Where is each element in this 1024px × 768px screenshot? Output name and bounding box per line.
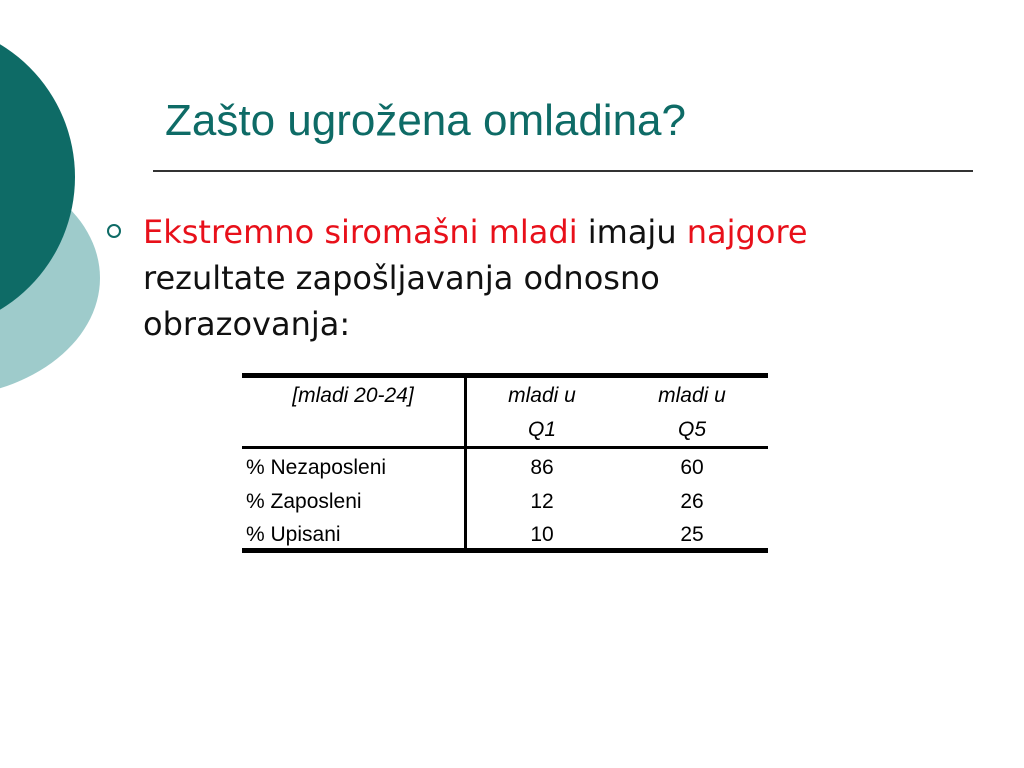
table-row xyxy=(242,518,768,552)
table-header-q1-line2: Q1 xyxy=(527,418,556,441)
table-row-label: % Upisani xyxy=(246,523,341,546)
table-cell-q1: 12 xyxy=(530,490,554,513)
bullet-text xyxy=(143,209,863,347)
table-cell-q5: 25 xyxy=(680,523,704,546)
bullet-text-4: rezultate zapošljavanja odnosno obrazovanja: xyxy=(143,259,660,343)
table-cell-q1: 86 xyxy=(530,456,554,479)
table-header-q1 xyxy=(467,379,617,447)
slide-title: Zašto ugrožena omladina? xyxy=(165,96,686,145)
data-table xyxy=(242,373,768,553)
table-header-q1-line1: mladi u xyxy=(508,384,576,407)
table-row-label: % Zaposleni xyxy=(246,490,362,513)
table-row-label: % Nezaposleni xyxy=(246,456,387,479)
title-divider xyxy=(153,170,973,172)
bullet-text-2: imaju xyxy=(577,213,687,251)
bullet-highlight-1: Ekstremno siromašni mladi xyxy=(143,213,578,251)
table-header-label-text: [mladi 20-24] xyxy=(292,384,414,407)
table-cell-q5: 26 xyxy=(680,490,704,513)
table-header-q5-line2: Q5 xyxy=(677,418,706,441)
table-header-q5-line1: mladi u xyxy=(658,384,726,407)
bullet-highlight-2: najgore xyxy=(686,213,808,251)
table-row xyxy=(242,485,768,519)
table-cell-q1: 10 xyxy=(530,523,554,546)
bullet-circle-icon xyxy=(107,224,121,238)
table-top-rule xyxy=(242,373,768,378)
table-header-label xyxy=(242,379,464,413)
table-cell-q5: 60 xyxy=(680,456,704,479)
table-row xyxy=(242,451,768,485)
table-header-q5 xyxy=(617,379,767,447)
